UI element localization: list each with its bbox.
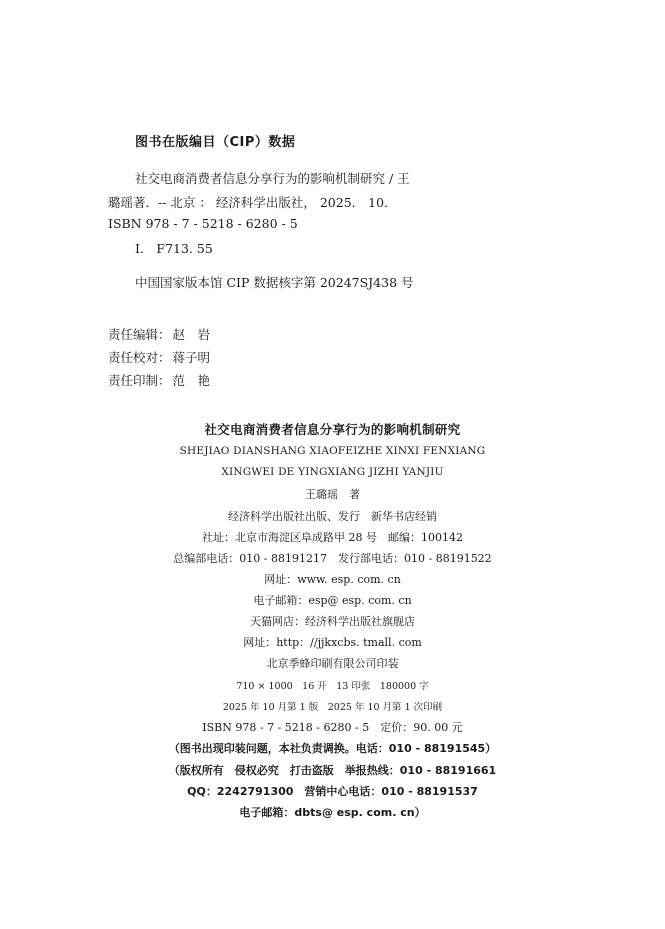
staff-name: 赵 岩: [172, 327, 211, 342]
notice-printing-issues: （图书出现印装问题，本社负责调换。电话：010 - 88191545）: [168, 742, 497, 755]
pinyin-title-line2: XINGWEI DE YINGXIANG JIZHI YANJIU: [221, 466, 444, 478]
tmall-store-line: 天猫网店：经济科学出版社旗舰店: [250, 615, 415, 628]
staff-proofreader: [108, 348, 210, 366]
email-line: 电子邮箱：esp@ esp. com. cn: [253, 594, 412, 607]
address-line: 社址：北京市海淀区阜成路甲 28 号 邮编：100142: [202, 531, 463, 544]
printer-line: 北京季蜂印刷有限公司印装: [266, 657, 399, 670]
cip-classification: Ⅰ． F713. 55: [135, 241, 213, 256]
edition-line: 2025 年 10 月第 1 版 2025 年 10 月第 1 次印刷: [222, 702, 443, 713]
cip-heading: 图书在版编目（CIP）数据: [135, 135, 296, 150]
tmall-url-line: 网址：http：//jjkxcbs. tmall. com: [243, 636, 422, 649]
pinyin-title-line1: SHEJIAO DIANSHANG XIAOFEIZHE XINXI FENXIANG: [179, 445, 486, 457]
staff-printing: [108, 371, 210, 389]
cip-entry-line2: 璐瑶著．-- 北京 ： 经济科学出版社， 2025． 10．: [108, 195, 397, 210]
staff-editor: [108, 325, 210, 343]
cip-record-number: 中国国家版本馆 CIP 数据核字第 20247SJ438 号: [135, 275, 414, 290]
book-title: 社交电商消费者信息分享行为的影响机制研究: [204, 422, 461, 437]
staff-role: 责任印制：: [108, 373, 171, 388]
format-line: 710 × 1000 16 开 13 印张 180000 字: [236, 681, 429, 692]
staff-name: 蒋子明: [172, 350, 211, 365]
website-line: 网址：www. esp. com. cn: [264, 573, 401, 586]
cip-isbn: ISBN 978 - 7 - 5218 - 6280 - 5: [108, 216, 298, 231]
notice-contact: QQ：2242791300 营销中心电话：010 - 88191537: [187, 785, 478, 798]
isbn-price-line: ISBN 978 - 7 - 5218 - 6280 - 5 定价：90. 00 元: [202, 721, 463, 734]
staff-name: 范 艳: [172, 373, 211, 388]
staff-role: 责任编辑：: [108, 327, 171, 342]
notice-email: 电子邮箱：dbts@ esp. com. cn）: [239, 806, 426, 819]
cip-entry-line1: 社交电商消费者信息分享行为的影响机制研究 / 王: [135, 171, 410, 186]
publisher-line: 经济科学出版社出版、发行 新华书店经销: [228, 510, 437, 523]
notice-copyright: （版权所有 侵权必究 打击盗版 举报热线：010 - 88191661: [168, 764, 497, 777]
author: 王璐瑶 著: [305, 488, 360, 501]
phones-line: 总编部电话：010 - 88191217 发行部电话：010 - 88191522: [173, 552, 492, 565]
staff-role: 责任校对：: [108, 350, 171, 365]
